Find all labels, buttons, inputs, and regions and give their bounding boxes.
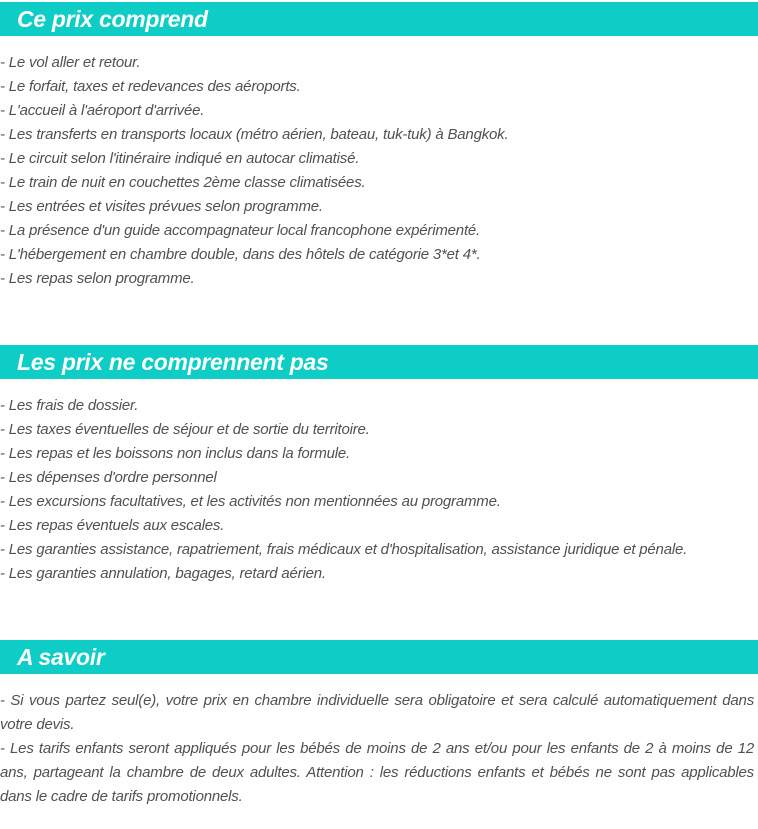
- list-item: - Les entrées et visites prévues selon programme.: [0, 198, 323, 215]
- price-includes-list: [0, 51, 758, 291]
- list-item: - La présence d'un guide accompagnateur local francophone expérimenté.: [0, 222, 481, 239]
- section-price-excludes: [0, 345, 758, 586]
- list-item: - L'accueil à l'aéroport d'arrivée.: [0, 102, 205, 119]
- list-item: - Les dépenses d'ordre personnel: [0, 469, 217, 486]
- list-item: - Le train de nuit en couchettes 2ème classe climatisées.: [0, 174, 366, 191]
- list-item: - Les garanties assistance, rapatriement, frais médicaux et d'hospitalisation, assistance juridique et pénale.: [0, 541, 688, 558]
- list-item: - Le forfait, taxes et redevances des aéroports.: [0, 78, 301, 95]
- list-item: - Les garanties annulation, bagages, retard aérien.: [0, 565, 326, 582]
- list-item: - Les tarifs enfants seront appliqués pour les bébés de moins de 2 ans et/ou pour les enfants de 2 à moins de 12 ans, partageant la chambre de deux adultes. Attention : les réductions enfants et bébés ne sont pas applicables dans le cadre de tarifs promotionnels.: [0, 740, 754, 805]
- section-price-includes: [0, 2, 758, 291]
- price-excludes-list: [0, 394, 758, 586]
- pricing-info-panel: [0, 2, 758, 809]
- section-title-price-excludes: Les prix ne comprennent pas: [0, 345, 758, 379]
- list-item: - L'hébergement en chambre double, dans des hôtels de catégorie 3*et 4*.: [0, 246, 481, 263]
- list-item: - Les repas selon programme.: [0, 270, 195, 287]
- section-good-to-know: [0, 640, 758, 809]
- section-title-price-includes: Ce prix comprend: [0, 2, 758, 36]
- list-item: - Les frais de dossier.: [0, 397, 139, 414]
- list-item: - Les excursions facultatives, et les activités non mentionnées au programme.: [0, 493, 501, 510]
- list-item: - Les taxes éventuelles de séjour et de sortie du territoire.: [0, 421, 370, 438]
- list-item: - Les repas et les boissons non inclus dans la formule.: [0, 445, 351, 462]
- list-item: - Les transferts en transports locaux (métro aérien, bateau, tuk-tuk) à Bangkok.: [0, 126, 509, 143]
- good-to-know-list: [0, 689, 758, 809]
- list-item: - Le vol aller et retour.: [0, 54, 141, 71]
- list-item: - Les repas éventuels aux escales.: [0, 517, 225, 534]
- list-item: - Si vous partez seul(e), votre prix en chambre individuelle sera obligatoire et sera calculé automatiquement dans votre devis.: [0, 692, 754, 733]
- section-title-good-to-know: A savoir: [0, 640, 758, 674]
- list-item: - Le circuit selon l'itinéraire indiqué en autocar climatisé.: [0, 150, 360, 167]
